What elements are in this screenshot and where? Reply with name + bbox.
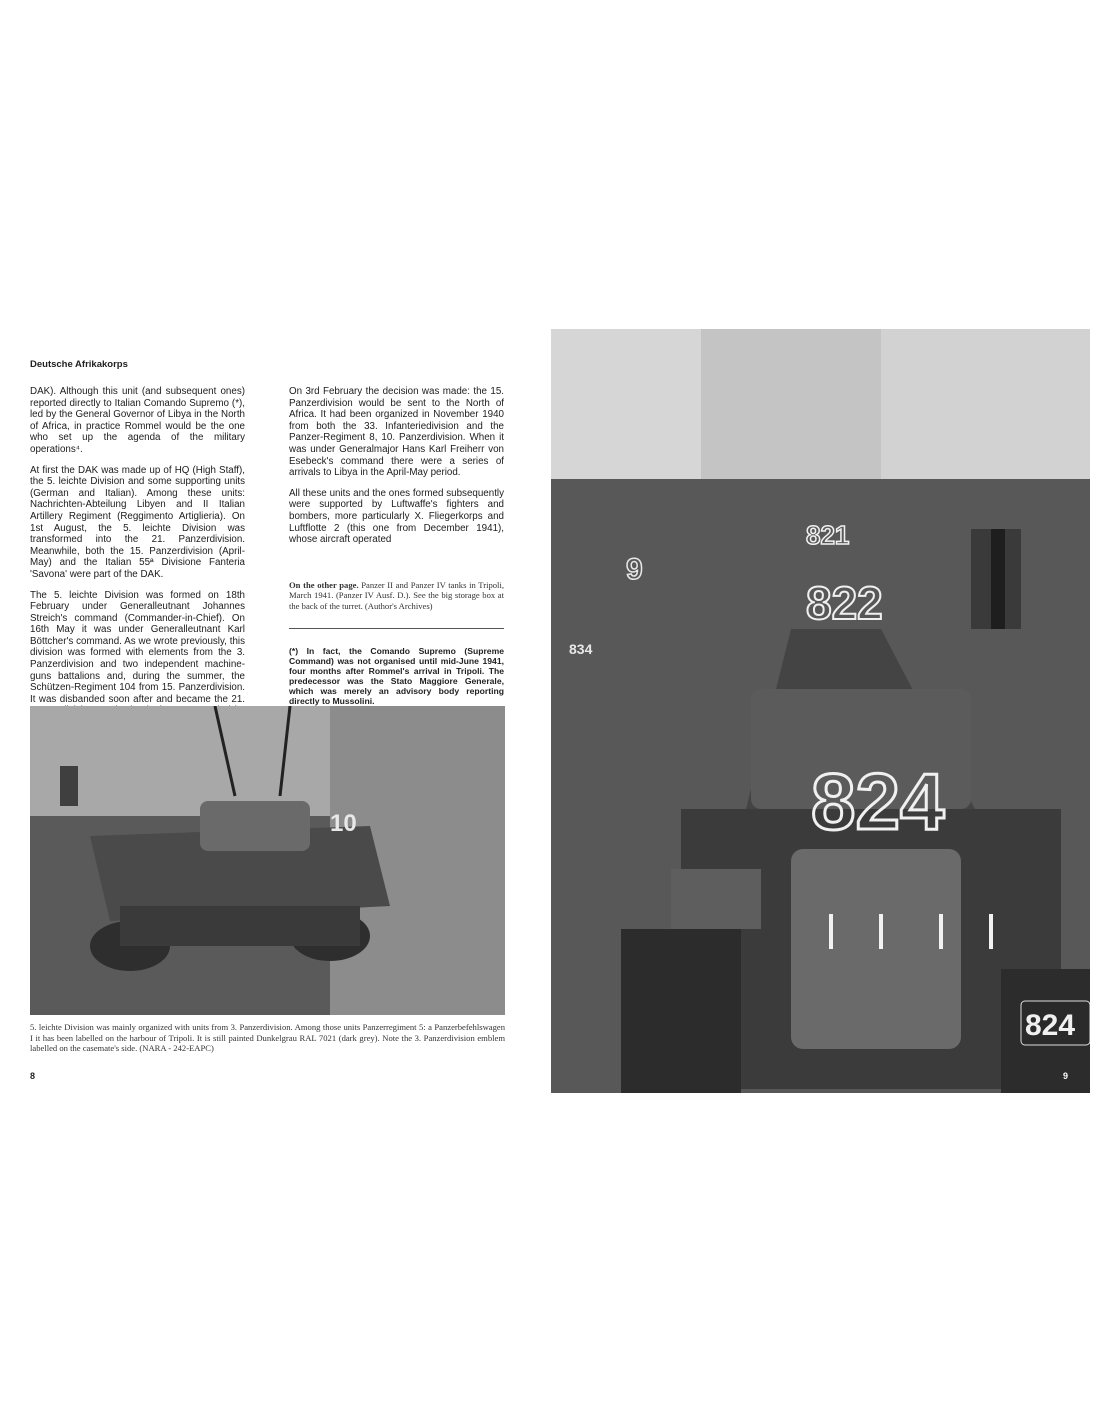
- footnote: (*) In fact, the Comando Supremo (Supreme Command) was not organised until mid-June 1941, four months after Rommel's arrival in Tripoli. The predecessor was the Stato Maggiore Generale, which was merely an advisory body reporting directly to Mussolini.: [289, 646, 504, 706]
- text-column-right: [289, 386, 504, 555]
- page-number-right: 9: [1063, 1071, 1069, 1081]
- photo-tank-unloading: [30, 706, 505, 1015]
- tank-number: 10: [330, 810, 357, 837]
- caption-lead: On the other page.: [289, 580, 359, 590]
- turret-number-834: 834: [569, 641, 593, 657]
- paragraph: On 3rd February the decision was made: the 15. Panzerdivision would be sent to the North of Africa. It had been organized in November 1940 from both the 33. Infanteriedivision and the Panzer-Regiment 8, 10. Panzerdivision. When it was under Generalmajor Hans Karl Freiherr von Esebeck's command there were a series of arrivals to Libya in the April-May period.: [289, 386, 504, 479]
- photo-caption-other-page: [289, 580, 504, 611]
- turret-number-824: 824: [811, 757, 945, 846]
- photo-caption-bottom: 5. leichte Division was mainly organized with units from 3. Panzerdivision. Among those units Panzerregiment 5: a Panzerbefehlswagen I it has been labelled on the harbour of Tripoli. It is still painted Dunkelgrau RAL 7021 (dark grey). Note the 3. Panzerdivision emblem labelled on the casemate's side. (NARA - 242-EAPC): [30, 1022, 505, 1054]
- photo-tank-column-tripoli: [551, 329, 1090, 1093]
- paragraph: The 5. leichte Division was formed on 18th February under Generalleutnant Johannes Streich's command (Commander-in-Chief). On 16th May it was under Generalleutnant Karl Böttcher's command. As we wrote previously, this division was formed with elements from the 3. Panzerdivision and two independent machine-guns battalions and, during the summer, the Schützen-Regiment 104 from 15. Panzerdivision. It was disbanded soon after and became the 21.: [30, 589, 245, 705]
- turret-number-822: 822: [806, 577, 883, 629]
- photo-tank-column-illustration: [551, 329, 1090, 1093]
- photo-tank-unloading-illustration: [30, 706, 505, 1015]
- footnote-divider: [289, 628, 504, 629]
- caption-text: Panzer II and Panzer IV tanks in Tripoli, March 1941. (Panzer IV Ausf. D.). See the big storage box at the back of the turret. (Author's Archives): [289, 580, 504, 611]
- text-column-left: [30, 386, 245, 738]
- paragraph: All these units and the ones formed subsequently were supported by Luftwaffe's fighters and bombers, more particularly X. Fliegerkorps and Luftflotte 2 (this one from December 1941), whose aircraft operated: [289, 487, 504, 546]
- license-plate: 824: [1025, 1009, 1076, 1042]
- paragraph: DAK). Although this unit (and subsequent ones) reported directly to Italian Comando Supremo (*), led by the General Governor of Libya in the North of Africa, in practice Rommel would be the one who set up the agenda of the military operations⁴.: [30, 386, 245, 455]
- turret-number-821: 821: [806, 520, 850, 550]
- running-header: Deutsche Afrikakorps: [30, 359, 128, 370]
- turret-number-9: 9: [626, 553, 643, 586]
- paragraph: At first the DAK was made up of HQ (High Staff), the 5. leichte Division and some supporting units (German and Italian). Among these units: Nachrichten-Abteilung Libyen and II Italian Artillery Regiment (Reggimento Artiglieria). On 1st August, the 5. leichte Division was transformed into the 21. Panzerdivision. Meanwhile, both the 15. Panzerdivision (April-May) and the Italian 55ª Divisione Fanteria 'Savona' were part of the DAK.: [30, 464, 245, 580]
- page-number-left: 8: [30, 1071, 36, 1081]
